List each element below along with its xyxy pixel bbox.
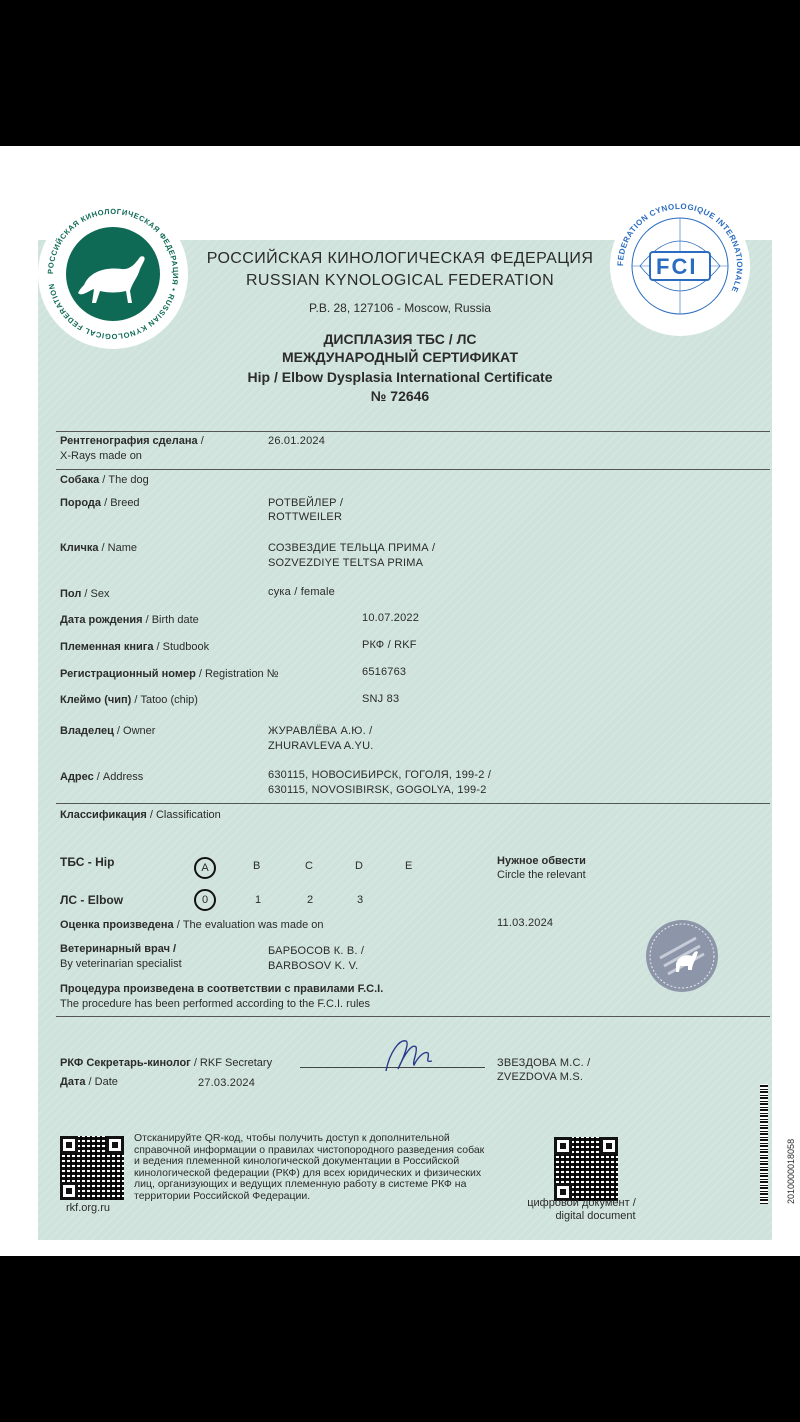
owner-value-ru: ЖУРАВЛЁВА А.Ю. /: [268, 725, 373, 737]
qr-code-digital: [554, 1137, 618, 1201]
site-link[interactable]: rkf.org.ru: [66, 1202, 111, 1214]
divider: [56, 803, 770, 804]
owner-value-en: ZHURAVLEVA A.YU.: [268, 740, 374, 752]
secretary-value-ru: ЗВЕЗДОВА М.С. /: [497, 1057, 591, 1069]
chip-value: SNJ 83: [362, 693, 400, 705]
hip-grade-c: C: [305, 860, 313, 872]
vet-value-en: BARBOSOV K. V.: [268, 960, 359, 972]
address-value-ru: 630115, НОВОСИБИРСК, ГОГОЛЯ, 199-2 /: [268, 769, 492, 781]
divider: [56, 431, 770, 432]
hip-grade-b: B: [253, 860, 261, 872]
date-label: Дата / Date: [60, 1076, 118, 1088]
signature-icon: [380, 1031, 440, 1079]
chip-label: Клеймо (чип) / Tatoo (chip): [60, 694, 198, 706]
address-value-en: 630115, NOVOSIBIRSK, GOGOLYA, 199-2: [268, 784, 487, 796]
xray-value: 26.01.2024: [268, 435, 326, 447]
org-name-ru: РОССИЙСКАЯ КИНОЛОГИЧЕСКАЯ ФЕДЕРАЦИЯ: [206, 250, 594, 267]
name-value-en: SOZVEZDIYE TELTSA PRIMA: [268, 557, 424, 569]
serial-barcode: [760, 1084, 768, 1204]
evaluation-date: 11.03.2024: [497, 917, 554, 929]
hip-grade-e: E: [405, 860, 413, 872]
vet-label-en: By veterinarian specialist: [60, 958, 182, 970]
breed-value-ru: РОТВЕЙЛЕР /: [268, 497, 344, 509]
owner-label: Владелец / Owner: [60, 725, 156, 737]
org-address: P.B. 28, 127106 - Moscow, Russia: [309, 301, 491, 315]
breed-label: Порода / Breed: [60, 497, 140, 509]
vet-stamp: [646, 920, 718, 992]
divider: [56, 469, 770, 470]
birth-label: Дата рождения / Birth date: [60, 614, 199, 626]
title-en: Hip / Elbow Dysplasia International Certificate: [247, 369, 553, 385]
studbook-value: РКФ / RKF: [362, 639, 417, 651]
qr-code-left: [60, 1136, 124, 1200]
vet-value-ru: БАРБОСОВ К. В. /: [268, 945, 365, 957]
fci-text: FCI: [656, 254, 698, 279]
elbow-grade-2: 2: [307, 894, 314, 906]
date-value: 27.03.2024: [198, 1077, 256, 1089]
svg-text:FEDERATION CYNOLOGIQUE INTERNA: FEDERATION CYNOLOGIQUE INTERNATIONALE: [615, 201, 745, 294]
qr-description: Отсканируйте QR-код, чтобы получить доступ к дополнительной справочной информации о правилах чистопородного разведения собак и ведения племенной кинологической документации в Российской кинологической федерации (РКФ) для всех юридических и физических лиц, организующих и ведущих племенную работу в системе РКФ на территории Российской Федерации.: [134, 1132, 485, 1202]
hip-grade-a-selected: A: [194, 857, 216, 879]
name-value-ru: СОЗВЕЗДИЕ ТЕЛЬЦА ПРИМА /: [268, 542, 436, 554]
elbow-grade-3: 3: [357, 894, 364, 906]
title-ru-1: ДИСПЛАЗИЯ ТБС / ЛС: [323, 331, 477, 347]
divider: [56, 1016, 770, 1017]
registration-value: 6516763: [362, 666, 407, 678]
digital-doc-ru: цифровой документ /: [527, 1197, 636, 1209]
sex-value: сука / female: [268, 586, 335, 598]
circle-note-en: Circle the relevant: [497, 869, 586, 881]
secretary-label: РКФ Секретарь-кинолог / RKF Secretary: [60, 1057, 273, 1069]
evaluation-label: Оценка произведена / The evaluation was made on: [60, 919, 324, 931]
org-name-en: RUSSIAN KYNOLOGICAL FEDERATION: [245, 272, 555, 289]
svg-text:РОССИЙСКАЯ КИНОЛОГИЧЕСКАЯ ФЕДЕ: РОССИЙСКАЯ КИНОЛОГИЧЕСКАЯ ФЕДЕРАЦИЯ • RUSSIAN KYNOLOGICAL FEDERATION: [45, 206, 181, 342]
hip-grade-d: D: [355, 860, 363, 872]
procedure-en: The procedure has been performed according to the F.C.I. rules: [60, 998, 371, 1010]
digital-doc-en: digital document: [555, 1210, 636, 1222]
procedure-ru: Процедура произведена в соответствии с правилами F.C.I.: [60, 983, 384, 995]
vet-label-ru: Ветеринарный врач /: [60, 943, 177, 955]
stamp-dog-icon: [646, 920, 718, 992]
name-label: Кличка / Name: [60, 542, 137, 554]
dog-section-label: Собака / The dog: [60, 474, 149, 486]
xray-label: Рентгенография сделана /: [60, 435, 204, 447]
certificate-sheet: [0, 146, 800, 1256]
breed-value-en: ROTTWEILER: [268, 511, 343, 523]
xray-label-en: X-Rays made on: [60, 450, 142, 462]
registration-label: Регистрационный номер / Registration №: [60, 668, 279, 680]
birth-value: 10.07.2022: [362, 612, 420, 624]
classification-label: Классификация / Classification: [60, 809, 221, 821]
elbow-grade-1: 1: [255, 894, 262, 906]
hip-label: ТБС - Hip: [60, 855, 115, 869]
elbow-grade-0-selected: 0: [194, 889, 216, 911]
title-ru-2: МЕЖДУНАРОДНЫЙ СЕРТИФИКАТ: [281, 349, 519, 365]
circle-note-ru: Нужное обвести: [497, 855, 586, 867]
serial-number: 2010000018058: [786, 1138, 796, 1204]
address-label: Адрес / Address: [60, 771, 144, 783]
certificate-number: № 72646: [370, 388, 430, 404]
secretary-value-en: ZVEZDOVA M.S.: [497, 1071, 584, 1083]
studbook-label: Племенная книга / Studbook: [60, 641, 210, 653]
elbow-label: ЛС - Elbow: [60, 893, 124, 907]
sex-label: Пол / Sex: [60, 588, 110, 600]
